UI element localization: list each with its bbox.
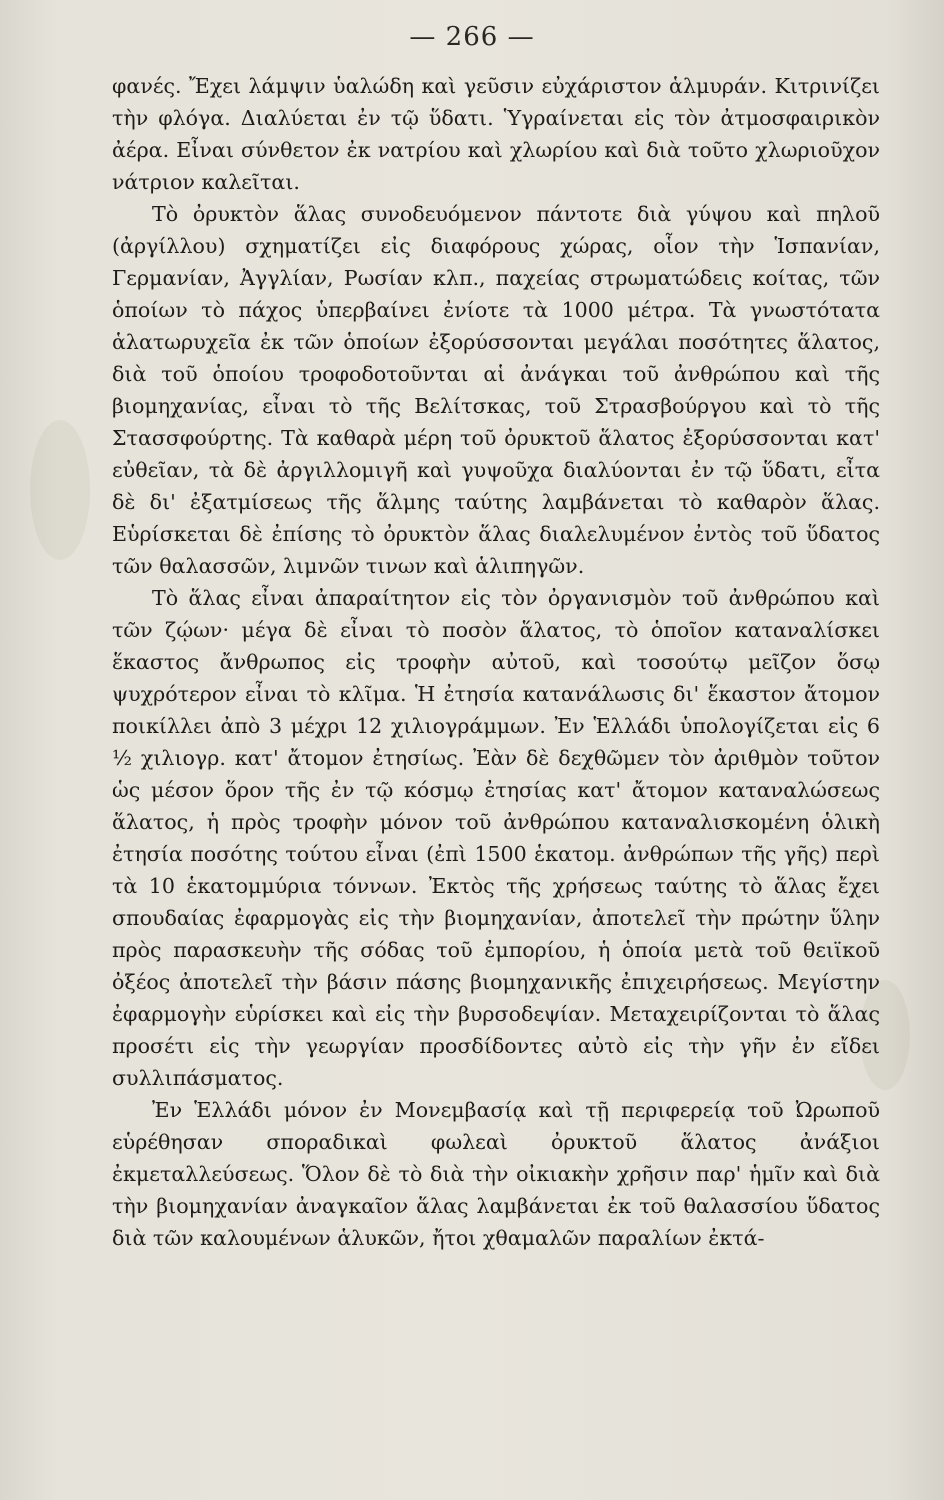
paragraph-salt-consumption: Τὸ ἅλας εἶναι ἀπαραίτητον εἰς τὸν ὀργανισμὸν τοῦ ἀνθρώπου καὶ τῶν ζῴων· μέγα δὲ εἶναι τὸ ποσὸν ἅλατος, τὸ ὁποῖον καταναλίσκει ἕκαστος ἄνθρωπος εἰς τροφὴν αὐτοῦ, καὶ τοσούτῳ μεῖζον ὅσῳ ψυχρότερον εἶναι τὸ κλῖμα. Ἡ ἐτησία κατανάλωσις δι' ἕκαστον ἄτομον ποικίλλει ἀπὸ 3 μέχρι 12 χιλιογράμμων. Ἐν Ἑλλάδι ὑπολογίζεται εἰς 6 ½ χιλιογρ. κατ' ἄτομον ἐτησίως. Ἐὰν δὲ δεχθῶμεν τὸν ἀριθμὸν τοῦτον ὡς μέσον ὅρον τῆς ἐν τῷ κόσμῳ ἐτησίας κατ' ἄτομον καταναλώσεως ἅλατος, ἡ πρὸς τροφὴν μόνον τοῦ ἀνθρώπου καταναλισκομένη ὁλικὴ ἐτησία ποσότης τούτου εἶναι (ἐπὶ 1500 ἑκατομ. ἀνθρώπων τῆς γῆς) περὶ τὰ 10 ἑκατομμύρια τόννων. Ἐκτὸς τῆς χρήσεως ταύτης τὸ ἅλας ἔχει σπουδαίας ἐφαρμογὰς εἰς τὴν βιομηχανίαν, ἀποτελεῖ τὴν πρώτην ὕλην πρὸς παρασκευὴν τῆς σόδας τοῦ ἐμπορίου, ἡ ὁποία μετὰ τοῦ θειϊκοῦ ὀξέος ἀποτελεῖ τὴν βάσιν πάσης βιομηχανικῆς ἐπιχειρήσεως. Μεγίστην ἐφαρμογὴν εὑρίσκει καὶ εἰς τὴν βυρσοδεψίαν. Μεταχειρίζονται τὸ ἅλας προσέτι εἰς τὴν γεωργίαν προσδίδοντες αὐτὸ εἰς τὴν γῆν ἐν εἴδει συλλιπάσματος. — [112, 586, 880, 1090]
page-text — [112, 70, 880, 1254]
paragraph-rock-salt-deposits: Τὸ ὀρυκτὸν ἅλας συνοδευόμενον πάντοτε διὰ γύψου καὶ πηλοῦ (ἀργίλλου) σχηματίζει εἰς διαφόρους χώρας, οἷον τὴν Ἱσπανίαν, Γερμανίαν, Ἀγγλίαν, Ρωσίαν κλπ., παχείας στρωματώδεις κοίτας, τῶν ὁποίων τὸ πάχος ὑπερβαίνει ἐνίοτε τὰ 1000 μέτρα. Τὰ γνωστότατα ἁλατωρυχεῖα ἐκ τῶν ὁποίων ἐξορύσσονται μεγάλαι ποσότητες ἅλατος, διὰ τοῦ ὁποίου τροφοδοτοῦνται αἱ ἀνάγκαι τοῦ ἀνθρώπου καὶ τῆς βιομηχανίας, εἶναι τὸ τῆς Βελίτσκας, τοῦ Στρασβούργου καὶ τὸ τῆς Στασσφούρτης. Τὰ καθαρὰ μέρη τοῦ ὀρυκτοῦ ἅλατος ἐξορύσσονται κατ' εὐθεῖαν, τὰ δὲ ἀργιλλομιγῆ καὶ γυψοῦχα διαλύονται ἐν τῷ ὕδατι, εἶτα δὲ δι' ἐξατμίσεως τῆς ἅλμης ταύτης λαμβάνεται τὸ καθαρὸν ἅλας. Εὑρίσκεται δὲ ἐπίσης τὸ ὀρυκτὸν ἅλας διαλελυμένον ἐντὸς τοῦ ὕδατος τῶν θαλασσῶν, λιμνῶν τινων καὶ ἁλιπηγῶν. — [112, 202, 880, 578]
paragraph-salt-in-greece: Ἐν Ἑλλάδι μόνον ἐν Μονεμβασίᾳ καὶ τῇ περιφερείᾳ τοῦ Ὠρωποῦ εὑρέθησαν σποραδικαὶ φωλεαὶ ὀρυκτοῦ ἅλατος ἀνάξιοι ἐκμεταλλεύσεως. Ὅλον δὲ τὸ διὰ τὴν οἰκιακὴν χρῆσιν παρ' ἡμῖν καὶ διὰ τὴν βιομηχανίαν ἀναγκαῖον ἅλας λαμβάνεται ἐκ τοῦ θαλασσίου ὕδατος διὰ τῶν καλουμένων ἁλυκῶν, ἤτοι χθαμαλῶν παραλίων ἐκτά- — [112, 1098, 880, 1250]
paragraph-salt-properties: φανές. Ἔχει λάμψιν ὑαλώδη καὶ γεῦσιν εὐχάριστον ἁλμυράν. Κιτρινίζει τὴν φλόγα. Διαλύεται ἐν τῷ ὕδατι. Ὑγραίνεται εἰς τὸν ἀτμοσφαιρικὸν ἀέρα. Εἶναι σύνθετον ἐκ νατρίου καὶ χλωρίου καὶ διὰ τοῦτο χλωριοῦχον νάτριον καλεῖται. — [112, 74, 880, 194]
paper-stain — [30, 420, 90, 560]
page-number: — 266 — — [409, 22, 535, 52]
